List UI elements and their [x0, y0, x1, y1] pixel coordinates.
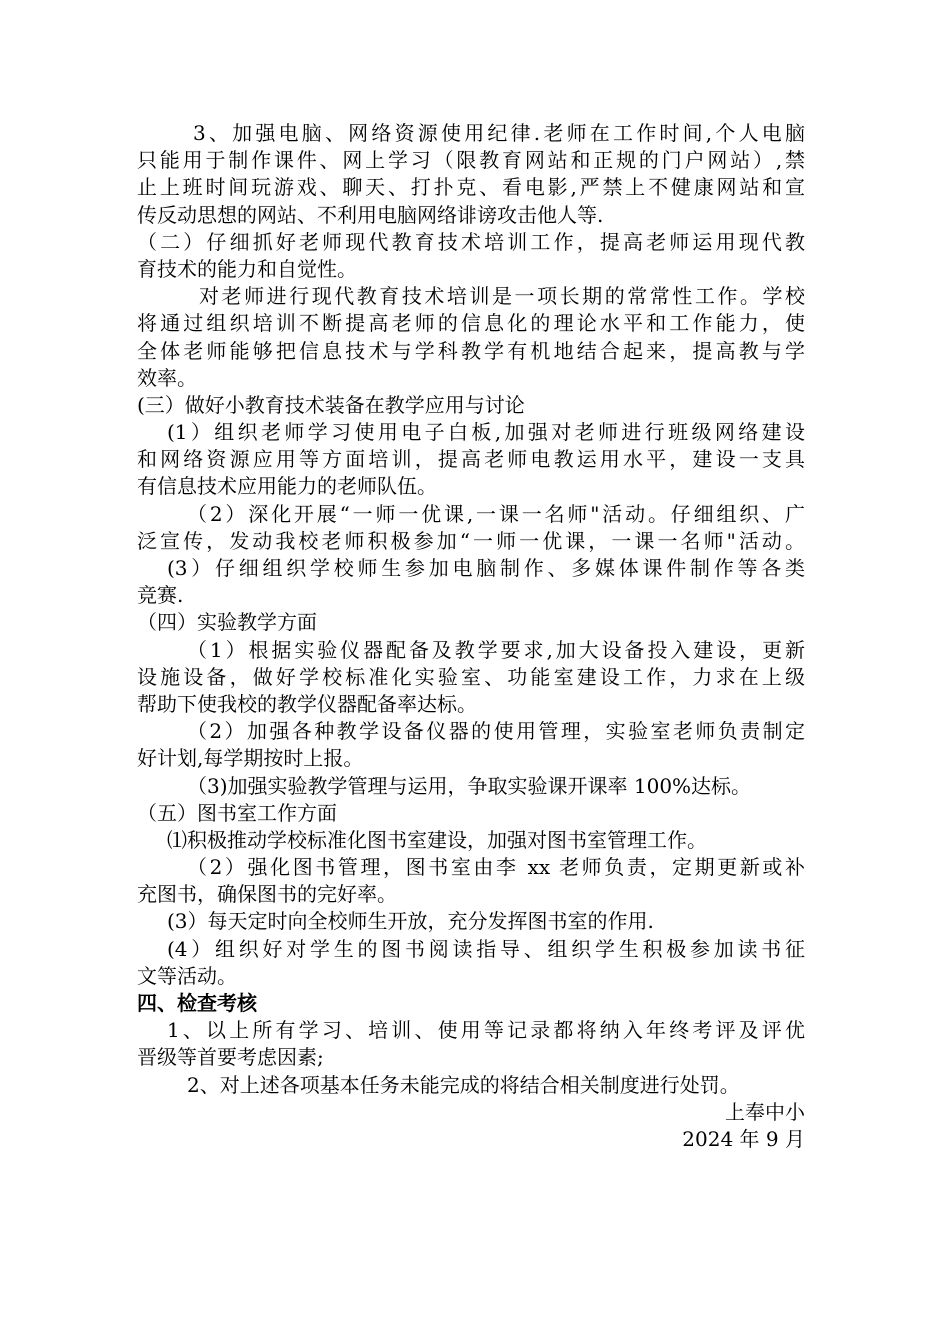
document-body [137, 120, 805, 1153]
text-line: 将通过组织培训不断提高老师的信息化的理论水平和工作能力，使 [137, 311, 805, 336]
section-heading-line: （四）实验教学方面 [137, 610, 317, 635]
section-heading-line: (三）做好小教育技术装备在教学应用与讨论 [137, 392, 525, 417]
text-line: 1、以上所有学习、培训、使用等记录都将纳入年终考评及评优 [167, 1018, 805, 1043]
text-line: 好计划,每学期按时上报。 [137, 746, 364, 771]
text-line: 和网络资源应用等方面培训，提高老师电教运用水平，建设一支具 [137, 447, 805, 472]
text-line: ⑴积极推动学校标准化图书室建设，加强对图书室管理工作。 [167, 827, 707, 852]
text-line: （3)加强实验教学管理与运用，争取实验课开课率 100%达标。 [187, 773, 752, 798]
text-line: 效率。 [137, 365, 197, 390]
text-line: (1）组织老师学习使用电子白板,加强对老师进行班级网络建设 [167, 420, 805, 445]
text-line: 泛宣传，发动我校老师积极参加“一师一优课，一课一名师"活动。 [137, 528, 805, 553]
text-line: （2）深化开展“一师一优课,一课一名师"活动。仔细组织、广 [187, 501, 805, 526]
text-line: （2）强化图书管理，图书室由李 xx 老师负责，定期更新或补 [187, 855, 805, 880]
text-line: 帮助下使我校的教学仪器配备率达标。 [137, 691, 477, 716]
text-line: （2）加强各种教学设备仪器的使用管理，实验室老师负责制定 [187, 719, 805, 744]
text-line: 设施设备，做好学校标准化实验室、功能室建设工作，力求在上级 [137, 664, 805, 689]
text-line: 3、加强电脑、网络资源使用纪律.老师在工作时间,个人电脑 [193, 121, 805, 145]
text-line: 有信息技术应用能力的老师队伍。 [137, 474, 437, 499]
text-line: （1）根据实验仪器配备及教学要求,加大设备投入建设，更新 [187, 637, 805, 662]
section-heading-line: （五）图书室工作方面 [137, 800, 337, 825]
text-line: 文等活动。 [137, 963, 237, 988]
signature-date: 2024 年 9 月 [682, 1126, 805, 1151]
text-line: 对老师进行现代教育技术培训是一项长期的常常性工作。学校 [199, 284, 805, 309]
text-line: (3）仔细组织学校师生参加电脑制作、多媒体课件制作等各类 [167, 556, 805, 580]
text-line: 2、对上述各项基本任务未能完成的将结合相关制度进行处罚。 [187, 1072, 740, 1097]
text-line: 晋级等首要考虑因素; [137, 1045, 324, 1070]
section-heading-line: 育技术的能力和自觉性。 [137, 256, 357, 281]
text-line: (4）组织好对学生的图书阅读指导、组织学生积极参加读书征 [167, 936, 805, 961]
text-line: (3）每天定时向全校师生开放，充分发挥图书室的作用. [167, 909, 654, 934]
text-line: 竞赛. [137, 583, 184, 608]
text-line: 只能用于制作课件、网上学习（限教育网站和正规的门户网站）,禁 [137, 148, 805, 173]
text-line: 传反动思想的网站、不利用电脑网络诽谤攻击他人等. [137, 202, 604, 227]
text-line: 全体老师能够把信息技术与学科教学有机地结合起来，提高教与学 [137, 338, 805, 363]
text-line: 止上班时间玩游戏、聊天、打扑克、看电影,严禁上不健康网站和宣 [137, 175, 805, 200]
signature-school: 上奉中小 [725, 1099, 805, 1124]
text-line: 充图书，确保图书的完好率。 [137, 882, 397, 907]
section-heading: 四、检查考核 [137, 991, 257, 1015]
section-heading-line: （二）仔细抓好老师现代教育技术培训工作，提高老师运用现代教 [137, 229, 805, 254]
